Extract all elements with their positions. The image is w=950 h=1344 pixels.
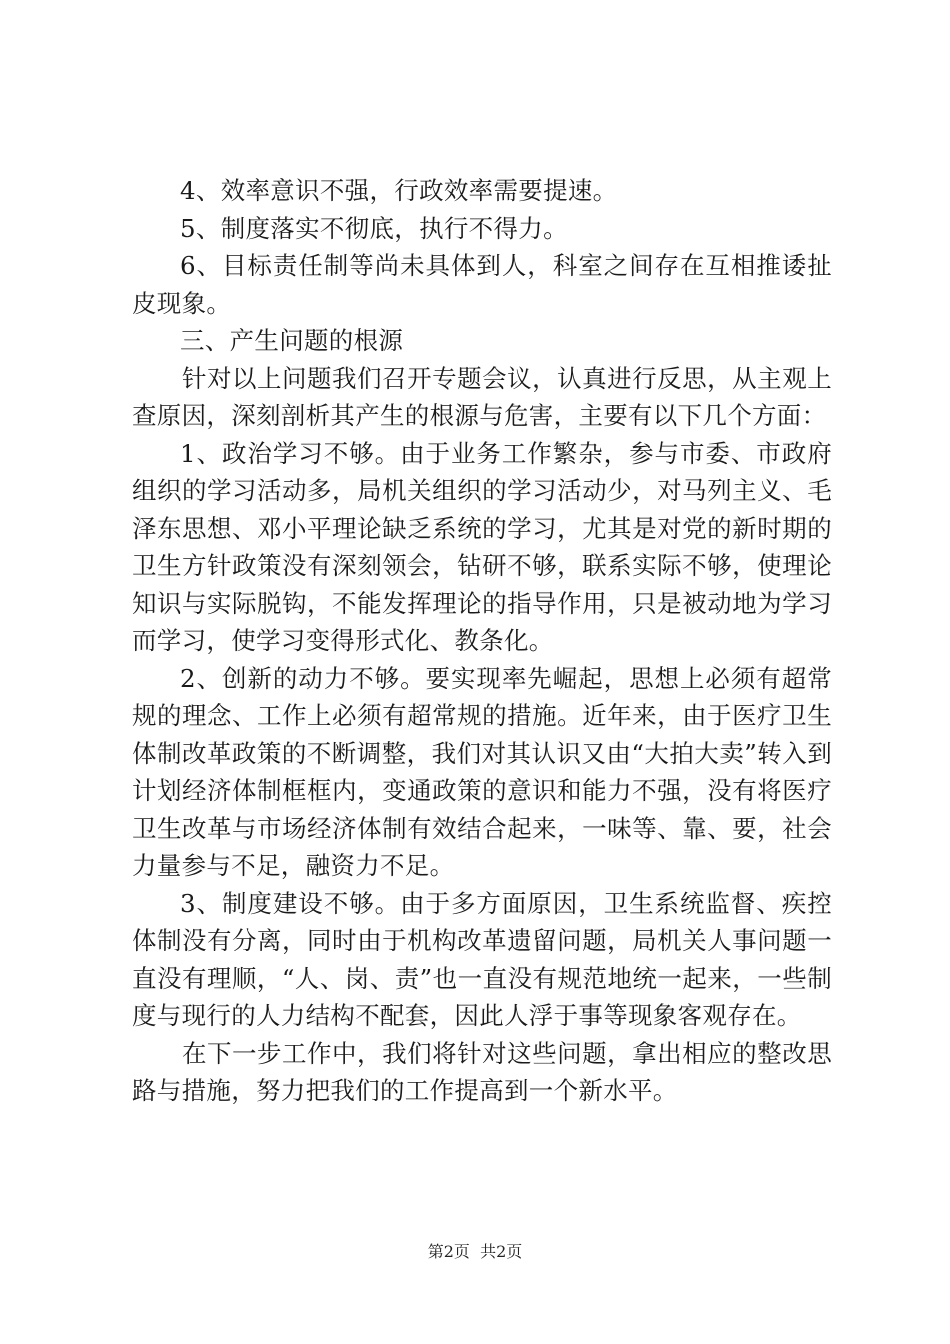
paragraph-intro: 针对以上问题我们召开专题会议，认真进行反思，从主观上查原因，深刻剖析其产生的根源与危害，主要有以下几个方面：	[132, 363, 832, 430]
paragraph-cause-3: 3、制度建设不够。由于多方面原因，卫生系统监督、疾控体制没有分离，同时由于机构改革遗留问题，局机关人事问题一直没有理顺，“人、岗、责”也一直没有规范地统一起来，一些制度与现行的人力结构不配套，因此人浮于事等现象客观存在。	[132, 888, 832, 1030]
page-footer	[0, 1242, 950, 1262]
paragraph-item-5: 5、制度落实不彻底，执行不得力。	[180, 213, 568, 243]
paragraph-item-4: 4、效率意识不强，行政效率需要提速。	[180, 176, 618, 205]
section-heading-3: 三、产生问题的根源	[180, 326, 404, 355]
paragraph-cause-1: 1、政治学习不够。由于业务工作繁杂，参与市委、市政府组织的学习活动多，局机关组织的学习活动少，对马列主义、毛泽东思想、邓小平理论缺乏系统的学习，尤其是对党的新时期的卫生方针政策没有深刻领会，钻研不够，联系实际不够，使理论知识与实际脱钩，不能发挥理论的指导作用，只是被动地为学习而学习，使学习变得形式化、教条化。	[132, 438, 832, 655]
document-body	[132, 172, 832, 1110]
page-number: 第2页 共2页	[427, 1242, 523, 1261]
paragraph-item-6: 6、目标责任制等尚未具体到人，科室之间存在互相推诿扯皮现象。	[132, 251, 832, 318]
paragraph-conclusion: 在下一步工作中，我们将针对这些问题，拿出相应的整改思路与措施，努力把我们的工作提高到一个新水平。	[132, 1038, 832, 1105]
paragraph-cause-2: 2、创新的动力不够。要实现率先崛起，思想上必须有超常规的理念、工作上必须有超常规的措施。近年来，由于医疗卫生体制改革政策的不断调整，我们对其认识又由“大拍大卖”转入到计划经济体制框框内，变通政策的意识和能力不强，没有将医疗卫生改革与市场经济体制有效结合起来，一味等、靠、要，社会力量参与不足，融资力不足。	[132, 663, 832, 880]
